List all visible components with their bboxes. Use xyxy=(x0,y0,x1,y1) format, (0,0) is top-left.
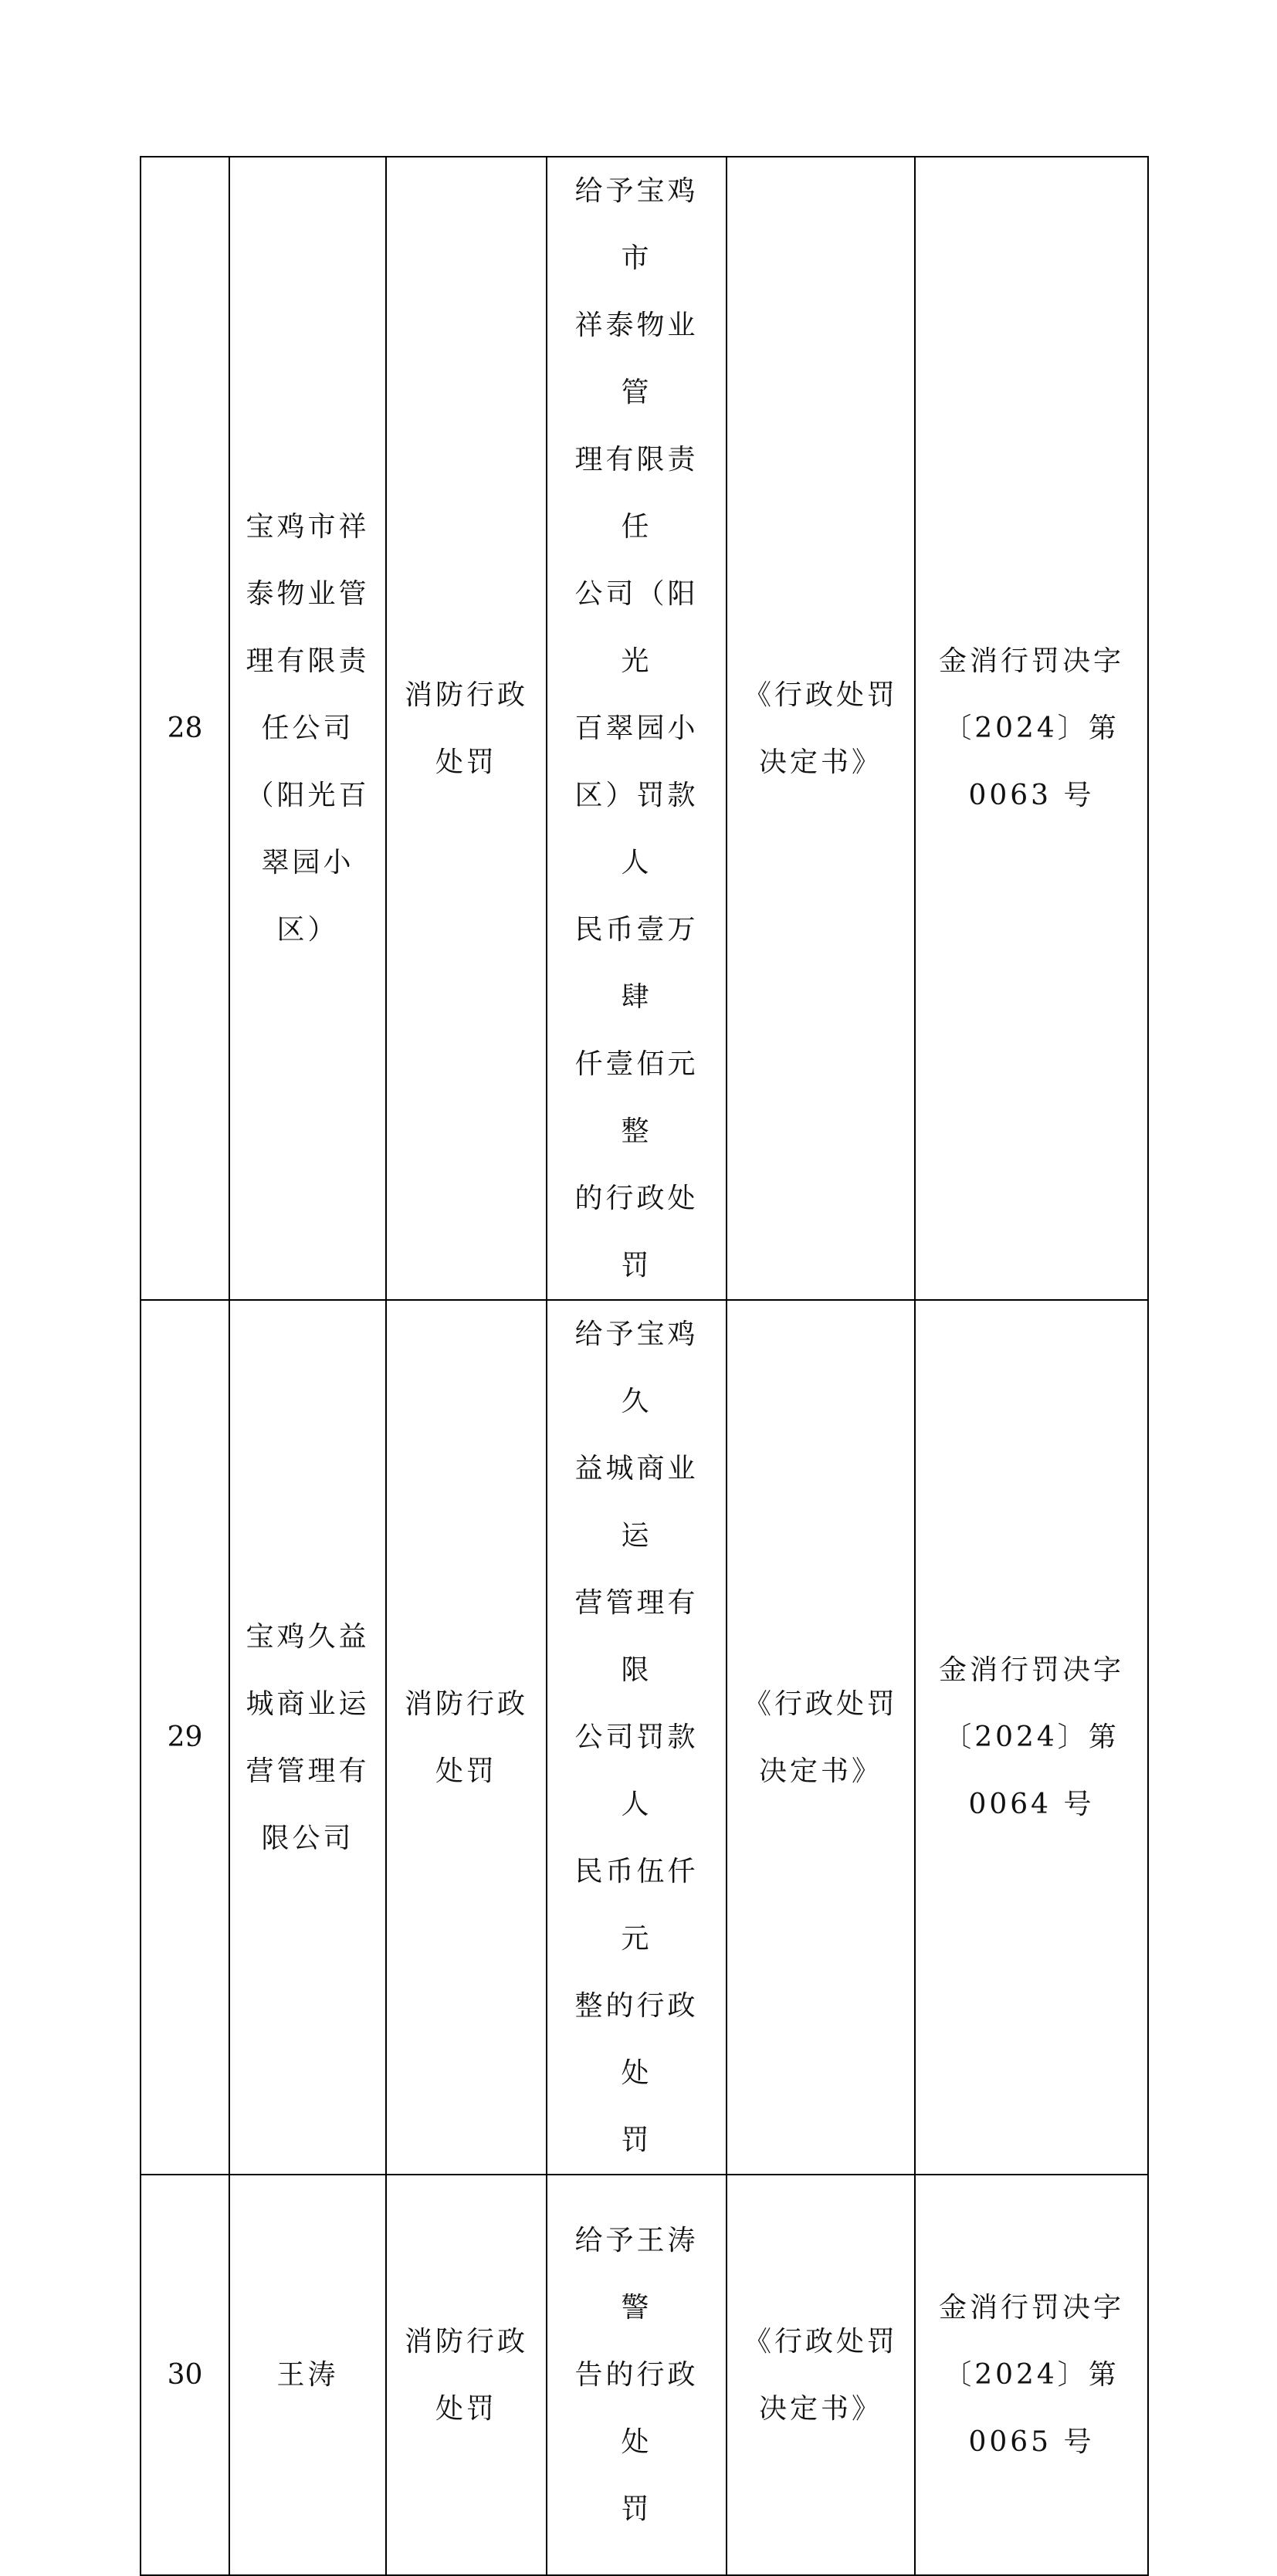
penalty-table xyxy=(140,156,1149,2576)
basis-document-line: 决定书》 xyxy=(758,2392,882,2425)
penalty-content-line: 公司罚款人 xyxy=(574,1721,699,1820)
penalty-category-cell xyxy=(386,2175,547,2575)
penalty-content-line: 给予宝鸡市 xyxy=(574,175,699,274)
table-row xyxy=(141,2175,1148,2575)
penalty-category-line: 消防行政 xyxy=(404,2325,528,2358)
document-number-line: 〔2024〕第 xyxy=(943,2359,1119,2391)
basis-document-cell xyxy=(727,157,915,1300)
party-name-cell xyxy=(229,2175,386,2575)
penalty-content-line: 民币壹万肆 xyxy=(574,914,699,1013)
penalty-content-line: 公司（阳光 xyxy=(574,578,699,677)
document-number-line: 〔2024〕第 xyxy=(943,713,1119,744)
document-number-line: 〔2024〕第 xyxy=(943,1721,1119,1753)
document-number-line: 0064 号 xyxy=(968,1789,1095,1820)
document-number-line: 金消行罚决字 xyxy=(938,645,1124,677)
party-name-line: 宝鸡久益 xyxy=(246,1620,370,1653)
party-name-line: 宝鸡市祥 xyxy=(246,511,370,543)
penalty-category-cell xyxy=(386,1300,547,2175)
document-number-cell xyxy=(915,2175,1148,2575)
basis-document-cell xyxy=(727,1300,915,2175)
party-name-line: 区） xyxy=(276,914,339,946)
party-name-line: 城商业运 xyxy=(246,1687,370,1720)
party-name-cell xyxy=(229,1300,386,2175)
penalty-content-line: 的行政处罚 xyxy=(574,1183,699,1281)
penalty-content-cell xyxy=(547,2175,727,2575)
penalty-content-line: 给予宝鸡久 xyxy=(574,1318,699,1417)
basis-document-line: 决定书》 xyxy=(758,1755,882,1787)
row-number: 29 xyxy=(141,1300,229,2175)
penalty-content-line: 罚 xyxy=(621,2124,652,2156)
document-number-cell xyxy=(915,157,1148,1300)
penalty-content-line: 整的行政处 xyxy=(574,1990,699,2089)
penalty-content-line: 仟壹佰元整 xyxy=(574,1048,699,1147)
basis-document-line: 《行政处罚 xyxy=(743,1687,898,1720)
penalty-content-cell xyxy=(547,157,727,1300)
party-name-line: 翠园小 xyxy=(261,847,354,878)
basis-document-line: 《行政处罚 xyxy=(743,2325,898,2358)
party-name-cell xyxy=(229,157,386,1300)
row-number: 28 xyxy=(141,157,229,1300)
party-name-line: 王涛 xyxy=(276,2359,339,2391)
penalty-content-line: 理有限责任 xyxy=(574,444,699,543)
penalty-content-line: 营管理有限 xyxy=(574,1587,699,1686)
penalty-content-line: 区）罚款人 xyxy=(574,780,699,878)
penalty-category-line: 处罚 xyxy=(435,1755,497,1787)
penalty-category-line: 消防行政 xyxy=(404,679,528,711)
basis-document-cell xyxy=(727,2175,915,2575)
penalty-category-line: 处罚 xyxy=(435,746,497,778)
party-name-line: 泰物业管 xyxy=(246,578,370,610)
table-row xyxy=(141,1300,1148,2175)
document-number-line: 金消行罚决字 xyxy=(938,1654,1124,1686)
party-name-line: 营管理有 xyxy=(246,1755,370,1787)
party-name-line: 理有限责 xyxy=(246,645,370,677)
party-name-line: 限公司 xyxy=(261,1822,354,1854)
table-row xyxy=(141,157,1148,1300)
penalty-content-line: 告的行政处 xyxy=(574,2359,699,2458)
penalty-category-cell xyxy=(386,157,547,1300)
penalty-content-line: 祥泰物业管 xyxy=(574,310,699,408)
document-number-line: 0063 号 xyxy=(968,780,1095,811)
basis-document-line: 《行政处罚 xyxy=(743,679,898,711)
document-number-cell xyxy=(915,1300,1148,2175)
document-number-line: 金消行罚决字 xyxy=(938,2292,1124,2324)
party-name-line: （阳光百 xyxy=(246,780,370,811)
penalty-content-line: 益城商业运 xyxy=(574,1453,699,1552)
penalty-content-cell xyxy=(547,1300,727,2175)
penalty-category-line: 处罚 xyxy=(435,2392,497,2425)
penalty-content-line: 百翠园小 xyxy=(574,713,699,744)
basis-document-line: 决定书》 xyxy=(758,746,882,778)
row-number: 30 xyxy=(141,2175,229,2575)
penalty-category-line: 消防行政 xyxy=(404,1687,528,1720)
document-number-line: 0065 号 xyxy=(968,2426,1095,2458)
penalty-content-line: 给予王涛警 xyxy=(574,2225,699,2324)
party-name-line: 任公司 xyxy=(261,713,354,744)
penalty-content-line: 民币伍仟元 xyxy=(574,1856,699,1955)
penalty-content-line: 罚 xyxy=(621,2493,652,2525)
